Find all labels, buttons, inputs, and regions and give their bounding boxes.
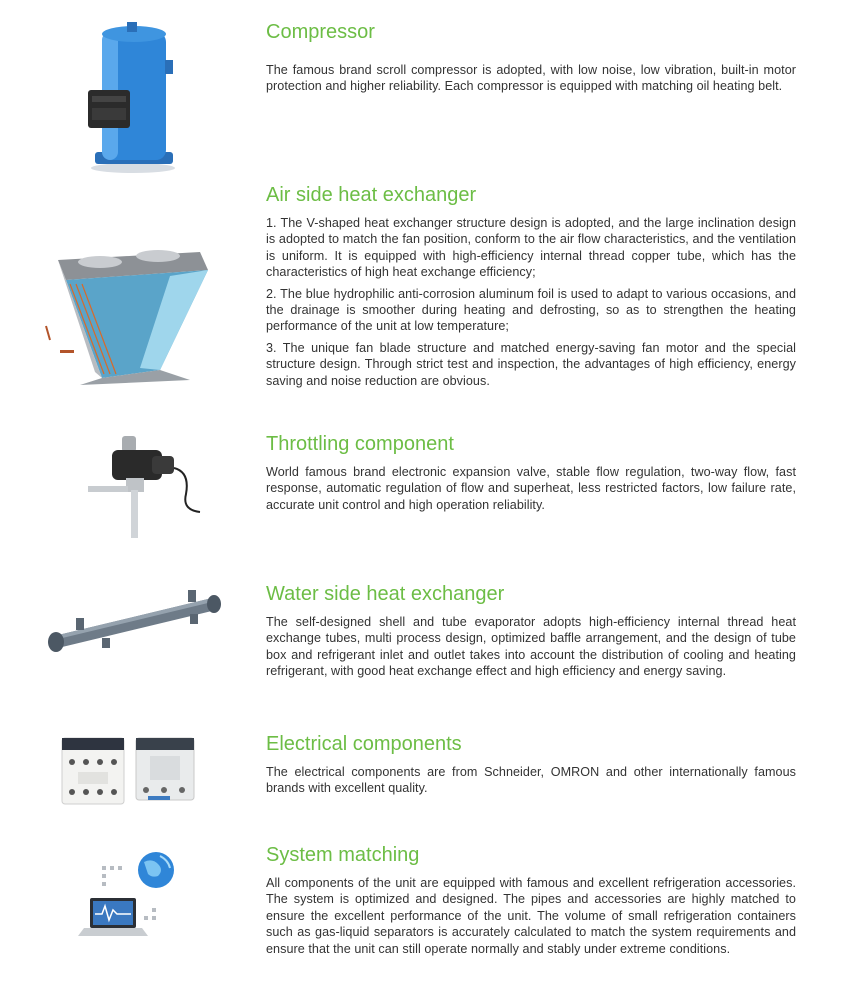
- scroll-compressor-icon: [40, 20, 230, 175]
- section-title: Air side heat exchanger: [266, 184, 477, 206]
- section-paragraph: All components of the unit are equipped with famous and excellent refrigeration accessories. The system is optimized and designed. The pipes and accessories are highly matched to ensure the excellent performance of the unit. The volume of small refrigeration containers such as gas-liquid separators is accurately calculated to match the system requirements and ensure that the unit can still operate normally and stably under extreme conditions.: [266, 876, 796, 956]
- section-title: System matching: [266, 844, 420, 866]
- section-paragraph: The electrical components are from Schneider, OMRON and other internationally famous brands with excellent quality.: [266, 765, 796, 796]
- section-paragraph: The famous brand scroll compressor is adopted, with low noise, low vibration, built-in motor protection and higher reliability. Each compressor is equipped with matching oil heating belt.: [266, 63, 796, 94]
- v-shaped-heat-exchanger-icon: [40, 240, 230, 385]
- section-paragraph: World famous brand electronic expansion valve, stable flow regulation, two-way flow, fast response, automatic regulation of flow and superheat, less restricted factors, low failure rate, accurate unit control and high operation reliability.: [266, 465, 796, 512]
- section-paragraph: 1. The V-shaped heat exchanger structure design is adopted, and the large inclination design is adopted to match the fan position, conform to the air flow characteristics, and the ventilation is uniform. It is equipped with high-efficiency internal thread copper tube, which has the characteristics of high heat exchange efficiency;: [266, 216, 796, 280]
- section-paragraph: 3. The unique fan blade structure and matched energy-saving fan motor and the special structure design. Through strict test and inspection, the advantages of high efficiency, energy saving and noise reduction are obvious.: [266, 340, 796, 388]
- section-paragraph: The self-designed shell and tube evaporator adopts high-efficiency internal thread heat exchange tubes, multi process design, optimized baffle arrangement, and the design of tube box and refrigerant inlet and outlet takes into account the distribution of cooling and heating refrigerant, with good heat exchange effect and high efficiency and energy saving.: [266, 615, 796, 679]
- expansion-valve-icon: [40, 432, 230, 542]
- shell-tube-evaporator-icon: [40, 584, 230, 664]
- section-title: Electrical components: [266, 733, 462, 755]
- contactors-icon: [40, 732, 230, 812]
- section-paragraph: 2. The blue hydrophilic anti-corrosion aluminum foil is used to adapt to various occasions, and the drainage is smoother during heating and defrosting, so as to strengthen the heating performance of the unit at low temperature;: [266, 286, 796, 334]
- section-title: Throttling component: [266, 433, 454, 455]
- globe-laptop-icon: [40, 848, 230, 943]
- section-title: Compressor: [266, 21, 375, 43]
- section-title: Water side heat exchanger: [266, 583, 505, 605]
